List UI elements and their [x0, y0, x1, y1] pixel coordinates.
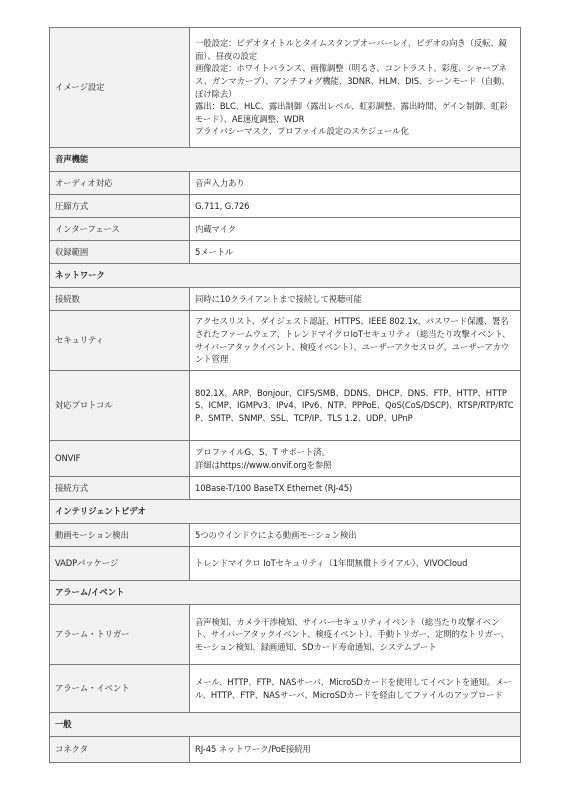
spec-value-line: 10Base-T/100 BaseTX Ethernet (RJ-45)	[195, 482, 353, 493]
spec-label: ONVIF	[50, 441, 190, 477]
spec-label: 圧縮方式	[50, 195, 190, 218]
spec-value-line: トレンドマイクロ IoTセキュリティ（1年間無償トライアル）、VIVOCloud	[195, 558, 468, 569]
spec-row	[50, 605, 521, 665]
section-row	[50, 500, 521, 524]
spec-label: コネクタ	[50, 737, 190, 763]
spec-value-line: RJ-45 ネットワーク/PoE接続用	[195, 744, 311, 755]
section-heading: 一般	[50, 713, 521, 737]
spec-value-line: 同時に10クライアントまで接続して視聴可能	[195, 293, 362, 304]
spec-value	[190, 441, 521, 477]
spec-row	[50, 288, 521, 311]
section-row	[50, 713, 521, 737]
spec-row	[50, 737, 521, 763]
section-heading: アラーム/イベント	[50, 581, 521, 605]
section-heading: ネットワーク	[50, 264, 521, 288]
spec-value-line: プロファイルG、S、T サポート済。	[195, 446, 330, 457]
spec-row	[50, 218, 521, 241]
spec-label: アラーム・トリガー	[50, 605, 190, 665]
spec-value	[190, 172, 521, 195]
spec-value-line: プライバシーマスク、プロファイル設定のスケジュール化	[195, 126, 409, 137]
spec-value-line: 内蔵マイク	[195, 223, 237, 234]
spec-row	[50, 547, 521, 581]
spec-value-line: G.711, G.726	[195, 200, 250, 211]
spec-value	[190, 311, 521, 371]
spec-value	[190, 477, 521, 500]
spec-label: オーディオ対応	[50, 172, 190, 195]
spec-value	[190, 28, 521, 148]
spec-label: 接続方式	[50, 477, 190, 500]
spec-table	[49, 27, 521, 763]
spec-label: アラーム・イベント	[50, 665, 190, 713]
spec-table-body	[50, 28, 521, 763]
spec-value	[190, 195, 521, 218]
spec-value-line: 音声検知、カメラ干渉検知、サイバーセキュリティイベント（総当たり攻撃イベント、サイバーアタックイベント、検疫イベント）、手動トリガー、定期的なトリガー、モーション検知、録画通知、SDカード寿命通知、システムブート	[195, 616, 509, 652]
spec-value	[190, 547, 521, 581]
spec-row	[50, 241, 521, 264]
spec-value	[190, 605, 521, 665]
section-row	[50, 148, 521, 172]
spec-value	[190, 665, 521, 713]
spec-value	[190, 737, 521, 763]
spec-label: インターフェース	[50, 218, 190, 241]
spec-row	[50, 665, 521, 713]
spec-value	[190, 371, 521, 441]
spec-label: イメージ設定	[50, 28, 190, 148]
spec-value-line: 5つのウインドウによる動画モーション検出	[195, 529, 357, 540]
spec-label: セキュリティ	[50, 311, 190, 371]
spec-value-line: 音声入力あり	[195, 177, 245, 188]
spec-label: 動画モーション検出	[50, 524, 190, 547]
spec-value-line: 詳細はhttps://www.onvif.orgを参照	[195, 459, 332, 470]
section-row	[50, 581, 521, 605]
spec-label: 対応プロトコル	[50, 371, 190, 441]
spec-row	[50, 311, 521, 371]
spec-value	[190, 288, 521, 311]
spec-row	[50, 524, 521, 547]
section-heading: 音声機能	[50, 148, 521, 172]
section-row	[50, 264, 521, 288]
spec-row	[50, 371, 521, 441]
spec-row	[50, 172, 521, 195]
spec-value	[190, 524, 521, 547]
spec-row	[50, 477, 521, 500]
spec-value-line: 画像設定：ホワイトバランス、画像調整（明るさ、コントラスト、彩度、シャープネス、ガンマカーブ）、アンチフォグ機能、3DNR、HLM、DIS、シーンモード（自動、ぼけ除去）	[195, 63, 510, 99]
spec-value-line: アクセスリスト、ダイジェスト認証、HTTPS、IEEE 802.1x、パスワード保護、署名されたファームウェア、トレンドマイクロIoTセキュリティ（総当たり攻撃イベント、サイバーアタックイベント、検疫イベント）、ユーザーアクセスログ、ユーザーアカウント管理	[195, 316, 511, 365]
spec-label: 接続数	[50, 288, 190, 311]
spec-row	[50, 441, 521, 477]
section-heading: インテリジェントビデオ	[50, 500, 521, 524]
spec-value	[190, 218, 521, 241]
spec-label: VADPパッケージ	[50, 547, 190, 581]
spec-value-line: 802.1X、ARP、Bonjour、CIFS/SMB、DDNS、DHCP、DNS、FTP、HTTP、HTTPS、ICMP、IGMPv3、IPv4、IPv6、NTP、PPPoE、QoS(CoS/DSCP)、RTSP/RTP/RTCP、SMTP、SNMP、SSL、TCP/IP、TLS 1.2、UDP、UPnP	[195, 387, 514, 423]
spec-row	[50, 195, 521, 218]
spec-value-line: 5メートル	[195, 246, 234, 257]
spec-row	[50, 28, 521, 148]
spec-value	[190, 241, 521, 264]
spec-value-line: 一般設定：ビデオタイトルとタイムスタンプオーバーレイ、ビデオの向き（反転、鏡面）、昼夜の設定	[195, 38, 507, 61]
spec-label: 収録範囲	[50, 241, 190, 264]
spec-value-line: メール、HTTP、FTP、NASサーバ、MicroSDカードを使用してイベントを通知。メール、HTTP、FTP、NASサーバ、MicroSDカードを経由してファイルのアップロード	[195, 676, 512, 700]
spec-value-line: 露出：BLC、HLC、露出制御（露出レベル、虹彩調整、露出時間、ゲイン制御、虹彩モード）、AE速度調整、WDR	[195, 101, 508, 124]
